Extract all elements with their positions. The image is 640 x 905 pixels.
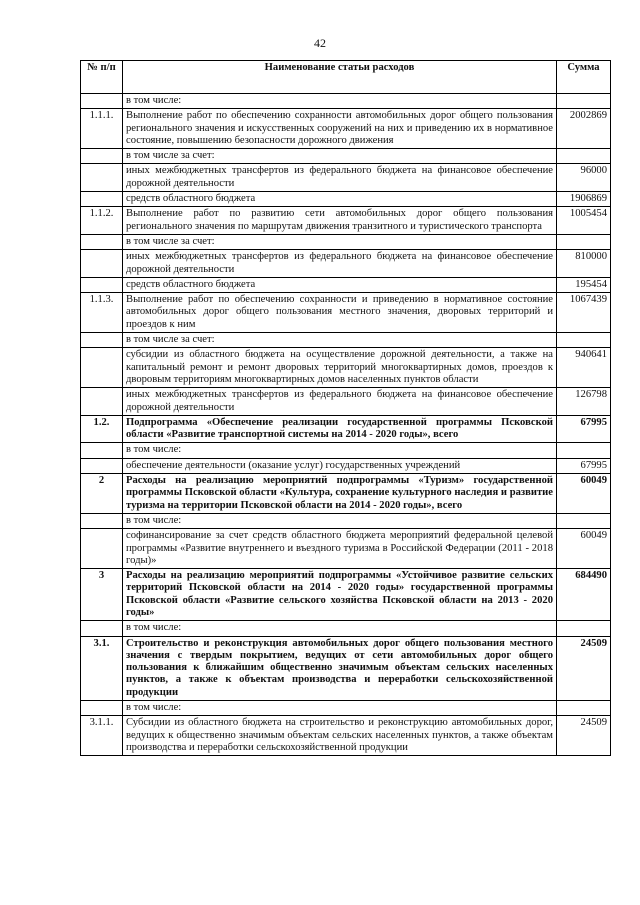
row-name: иных межбюджетных трансфертов из федерального бюджета на финансовое обеспечение дорожной деятельности bbox=[123, 250, 557, 278]
table-row bbox=[81, 192, 611, 207]
row-name: Субсидии из областного бюджета на строительство и реконструкцию автомобильных дорог, ведущих к общественно значимым объектам сельских населенных пунктов, а также объектам производства и переработки сельскохозяйственной продукции bbox=[123, 716, 557, 756]
row-sum: 96000 bbox=[557, 164, 611, 192]
row-sum: 126798 bbox=[557, 388, 611, 416]
table-row bbox=[81, 94, 611, 109]
row-number bbox=[81, 149, 123, 164]
table-row bbox=[81, 529, 611, 569]
row-number bbox=[81, 250, 123, 278]
row-sum: 195454 bbox=[557, 277, 611, 292]
row-number bbox=[81, 443, 123, 458]
table-row bbox=[81, 293, 611, 333]
row-number bbox=[81, 164, 123, 192]
header-sum: Сумма bbox=[557, 61, 611, 94]
row-number bbox=[81, 333, 123, 348]
table-row bbox=[81, 164, 611, 192]
row-number bbox=[81, 388, 123, 416]
page-number: 42 bbox=[314, 36, 326, 50]
row-number bbox=[81, 94, 123, 109]
expenditure-table bbox=[80, 60, 611, 756]
row-name: Подпрограмма «Обеспечение реализации государственной программы Псковской области «Развитие транспортной системы на 2014 - 2020 годы», всего bbox=[123, 415, 557, 443]
row-sum: 67995 bbox=[557, 415, 611, 443]
table-row bbox=[81, 716, 611, 756]
row-name: Выполнение работ по обеспечению сохранности и приведению в нормативное состояние автомобильных дорог общего пользования местного значения, дворовых территорий и проездов к ним bbox=[123, 293, 557, 333]
table-row bbox=[81, 443, 611, 458]
header-number: № п/п bbox=[81, 61, 123, 94]
header-name: Наименование статьи расходов bbox=[123, 61, 557, 94]
row-name: в том числе: bbox=[123, 94, 557, 109]
row-sum: 67995 bbox=[557, 458, 611, 473]
table-row bbox=[81, 333, 611, 348]
table-row bbox=[81, 277, 611, 292]
row-number bbox=[81, 192, 123, 207]
row-name: средств областного бюджета bbox=[123, 277, 557, 292]
row-sum: 1005454 bbox=[557, 207, 611, 235]
row-name: иных межбюджетных трансфертов из федерального бюджета на финансовое обеспечение дорожной деятельности bbox=[123, 164, 557, 192]
table-row bbox=[81, 474, 611, 514]
row-number bbox=[81, 277, 123, 292]
row-name: в том числе: bbox=[123, 443, 557, 458]
table-row bbox=[81, 458, 611, 473]
row-name: иных межбюджетных трансфертов из федерального бюджета на финансовое обеспечение дорожной деятельности bbox=[123, 388, 557, 416]
row-number bbox=[81, 513, 123, 528]
row-name: в том числе за счет: bbox=[123, 149, 557, 164]
row-name: Расходы на реализацию мероприятий подпрограммы «Устойчивое развитие сельских территорий Псковской области на 2014 - 2020 годы» государственной программы Псковской области «Развитие сельского хозяйства Псковской области на 2013 - 2020 годы» bbox=[123, 569, 557, 621]
row-sum: 24509 bbox=[557, 636, 611, 700]
row-number bbox=[81, 458, 123, 473]
row-name: субсидии из областного бюджета на осуществление дорожной деятельности, а также на капитальный ремонт и ремонт дворовых территорий многоквартирных домов, проездов к дворовым территориям многоквартирных домов населенных пунктов области bbox=[123, 348, 557, 388]
row-sum bbox=[557, 149, 611, 164]
row-name: в том числе: bbox=[123, 701, 557, 716]
row-number: 3.1. bbox=[81, 636, 123, 700]
row-name: Расходы на реализацию мероприятий подпрограммы «Туризм» государственной программы Псковской области «Культура, сохранение культурного наследия и развитие туризма на территории Псковской области на 2014 - 2020 годы», всего bbox=[123, 474, 557, 514]
row-sum bbox=[557, 513, 611, 528]
table-row bbox=[81, 415, 611, 443]
row-number: 3.1.1. bbox=[81, 716, 123, 756]
row-sum: 1067439 bbox=[557, 293, 611, 333]
table-row bbox=[81, 636, 611, 700]
row-number: 1.2. bbox=[81, 415, 123, 443]
table-row bbox=[81, 513, 611, 528]
row-sum bbox=[557, 234, 611, 249]
row-sum: 810000 bbox=[557, 250, 611, 278]
row-sum bbox=[557, 443, 611, 458]
row-name: в том числе за счет: bbox=[123, 333, 557, 348]
table-row bbox=[81, 234, 611, 249]
row-sum: 24509 bbox=[557, 716, 611, 756]
row-sum: 60049 bbox=[557, 474, 611, 514]
row-number bbox=[81, 529, 123, 569]
row-sum bbox=[557, 333, 611, 348]
table-row bbox=[81, 701, 611, 716]
table-row bbox=[81, 348, 611, 388]
row-number bbox=[81, 621, 123, 636]
table-row bbox=[81, 109, 611, 149]
row-sum: 60049 bbox=[557, 529, 611, 569]
table-row bbox=[81, 149, 611, 164]
row-number bbox=[81, 234, 123, 249]
row-name: Выполнение работ по развитию сети автомобильных дорог общего пользования регионального значения по маршрутам движения транзитного и туристического транспорта bbox=[123, 207, 557, 235]
row-name: в том числе за счет: bbox=[123, 234, 557, 249]
table-header-row bbox=[81, 61, 611, 94]
table-row bbox=[81, 207, 611, 235]
table-row bbox=[81, 621, 611, 636]
row-number bbox=[81, 701, 123, 716]
row-number: 1.1.3. bbox=[81, 293, 123, 333]
row-number: 2 bbox=[81, 474, 123, 514]
row-name: обеспечение деятельности (оказание услуг) государственных учреждений bbox=[123, 458, 557, 473]
row-name: Строительство и реконструкция автомобильных дорог общего пользования местного значения с твердым покрытием, ведущих от сети автомобильных дорог общего пользования к ближайшим общественно значимым объектам сельских населенных пунктов, а также к объектам производства и переработки сельскохозяйственной продукции bbox=[123, 636, 557, 700]
row-sum: 1906869 bbox=[557, 192, 611, 207]
row-sum: 684490 bbox=[557, 569, 611, 621]
row-sum bbox=[557, 621, 611, 636]
row-sum bbox=[557, 94, 611, 109]
row-name: в том числе: bbox=[123, 621, 557, 636]
row-sum: 2002869 bbox=[557, 109, 611, 149]
row-number: 1.1.1. bbox=[81, 109, 123, 149]
row-number: 3 bbox=[81, 569, 123, 621]
row-sum bbox=[557, 701, 611, 716]
table-row bbox=[81, 569, 611, 621]
table-row bbox=[81, 250, 611, 278]
row-number bbox=[81, 348, 123, 388]
table-row bbox=[81, 388, 611, 416]
row-name: в том числе: bbox=[123, 513, 557, 528]
row-name: средств областного бюджета bbox=[123, 192, 557, 207]
row-name: Выполнение работ по обеспечению сохранности автомобильных дорог общего пользования регионального значения и искусственных сооружений на них и приведению их в нормативное состояние, повышению безопасности дорожного движения bbox=[123, 109, 557, 149]
row-name: софинансирование за счет средств областного бюджета мероприятий федеральной целевой программы «Развитие внутреннего и въездного туризма в Российской Федерации (2011 - 2018 годы)» bbox=[123, 529, 557, 569]
row-sum: 940641 bbox=[557, 348, 611, 388]
row-number: 1.1.2. bbox=[81, 207, 123, 235]
